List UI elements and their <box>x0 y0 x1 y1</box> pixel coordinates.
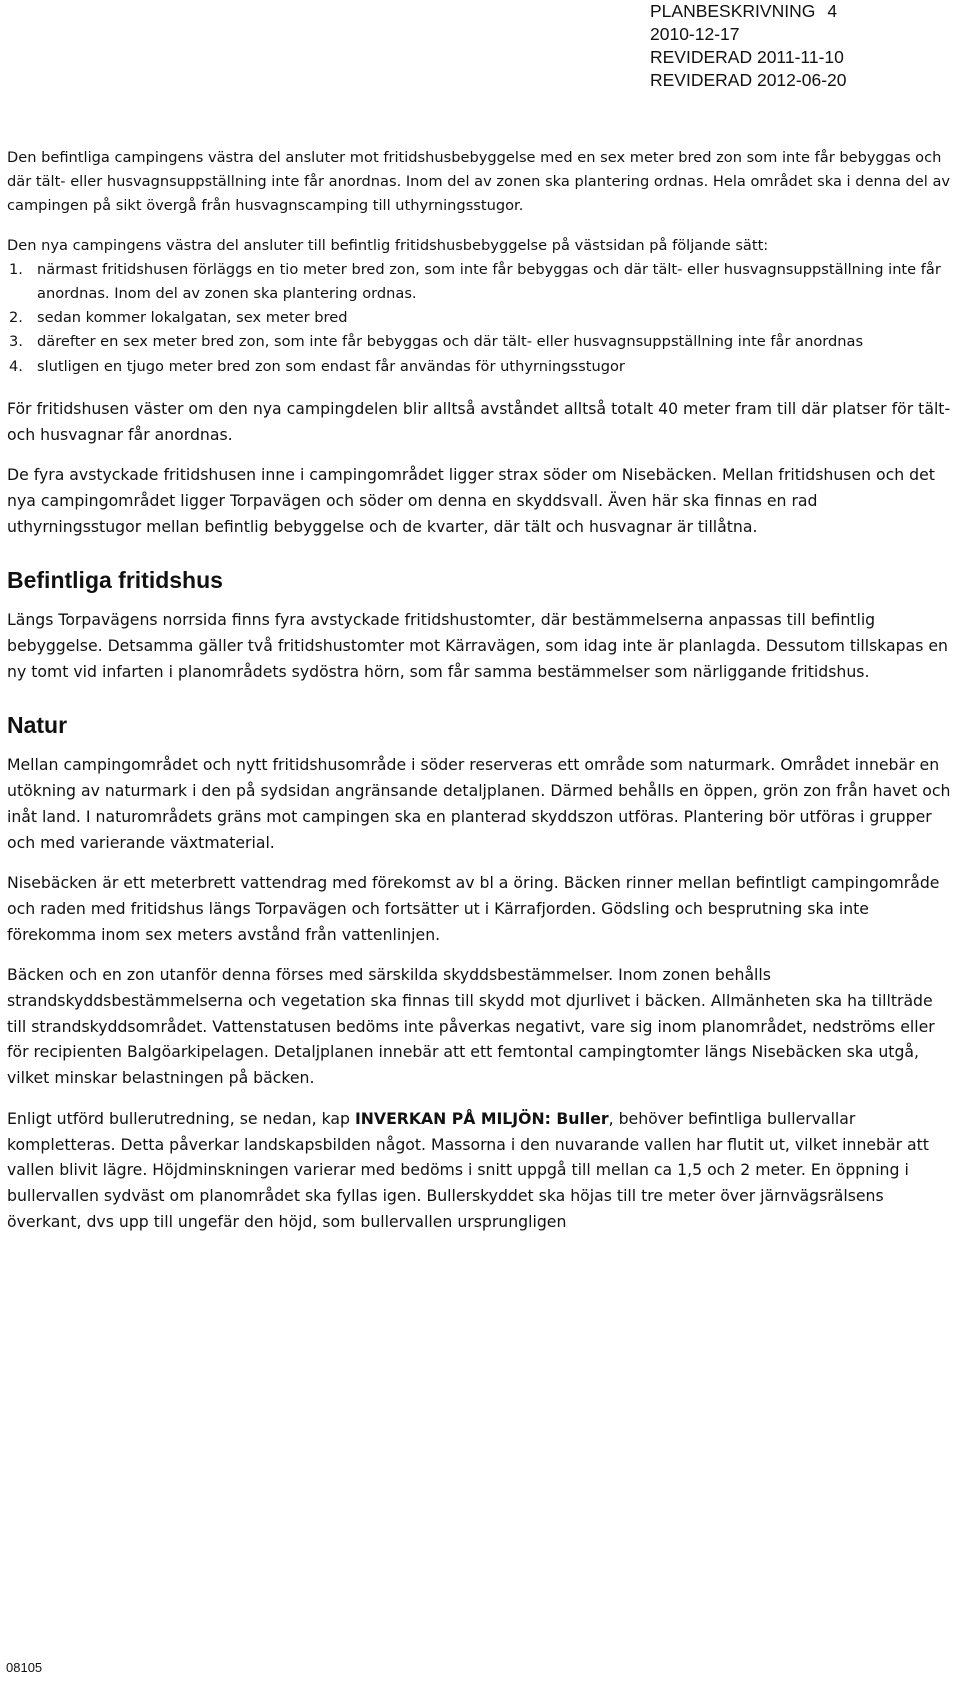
intro-paragraph-4: De fyra avstyckade fritidshusen inne i campingområdet ligger strax söder om Nisebäcken. Mellan fritidshusen och det nya campingområdet ligger Torpavägen och söder om denna en skyddsvall. Även här ska finnas en rad uthyrningsstugor mellan befintlig bebyggelse och de kvarter, där tält och husvagnar är tillåtna. <box>7 465 935 536</box>
section-heading-befintliga: Befintliga fritidshus <box>7 567 223 594</box>
list-item-text: närmast fritidshusen förläggs en tio meter bred zon, som inte får bebyggas och där tält- eller husvagnsuppställning inte får anordnas. Inom del av zonen ska plantering ordnas. <box>37 260 941 303</box>
list-item-text: sedan kommer lokalgatan, sex meter bred <box>37 309 348 327</box>
chapter-reference: INVERKAN PÅ MILJÖN: Buller <box>354 1108 609 1128</box>
intro-paragraph-2: Den nya campingens västra del ansluter till befintlig fritidshusbebyggelse på västsidan på följande sätt: <box>7 236 769 254</box>
natur-paragraph-4 <box>7 1106 955 1235</box>
list-item-text: slutligen en tjugo meter bred zon som endast får användas för uthyrningsstugor <box>37 357 625 375</box>
list-item <box>7 306 955 330</box>
list-item <box>7 258 955 306</box>
intro-paragraph-3: För fritidshusen väster om den nya campingdelen blir alltså avståndet alltså totalt 40 meter fram till där platser för tält- och husvagnar får anordnas. <box>7 398 951 444</box>
paragraph-text-end: , behöver befintliga bullervallar kompletteras. Detta påverkar landskapsbilden något. Massorna i den nuvarande vallen har flutit ut, vilket innebär att vallen blivit lägre. Höjdminskningen varierar med bedöms i snitt uppgå till mellan ca 1,5 och 2 meter. En öppning i bullervallen sydväst om planområdet ska fyllas igen. Bullerskyddet ska höjas till tre meter över järnvägsrälsens överkant, dvs upp till ungefär den höjd, som bullervallen ursprungligen <box>7 1108 929 1231</box>
list-item-number: 1. <box>9 260 23 278</box>
page-header <box>650 0 950 92</box>
intro-paragraph-1: Den befintliga campingens västra del ansluter mot fritidshusbebyggelse med en sex meter bred zon som inte får bebyggas och där tält- eller husvagnsuppställning inte får anordnas. Inom del av zonen ska plantering ordnas. Hela området ska i denna del av campingen på sikt övergå från husvagnscamping till uthyrningsstugor. <box>7 149 951 215</box>
natur-paragraph-2: Nisebäcken är ett meterbrett vattendrag med förekomst av bl a öring. Bäcken rinner mellan befintligt campingområde och raden med fritidshus längs Torpavägen och fortsätter ut i Kärrafjorden. Gödsling och besprutning ska inte förekomma inom sex meters avstånd från vattenlinjen. <box>7 873 940 944</box>
document-body <box>7 146 955 1249</box>
list-item-number: 2. <box>9 309 23 327</box>
revision-date-1: REVIDERAD 2011-11-10 <box>650 47 844 67</box>
footer-code: 08105 <box>6 1660 43 1675</box>
natur-paragraph-1: Mellan campingområdet och nytt fritidshusområde i söder reserveras ett område som naturmark. Området innebär en utökning av naturmark i den på sydsidan angränsande detaljplanen. Därmed behålls en öppen, grön zon från havet och inåt land. I naturområdets gräns mot campingen ska en planterad skyddszon utföras. Plantering bör utföras i grupper och med varierande växtmaterial. <box>7 755 951 852</box>
document-title: PLANBESKRIVNING <box>650 1 816 21</box>
header-title-line <box>650 0 950 23</box>
zone-list <box>7 258 955 379</box>
paragraph-text-start: Enligt utförd bullerutredning, se nedan, kap <box>7 1108 355 1128</box>
page-number: 4 <box>827 1 838 21</box>
list-item-text: därefter en sex meter bred zon, som inte får bebyggas och där tält- eller husvagnsuppställning inte får anordnas <box>37 333 864 351</box>
list-item-number: 4. <box>9 357 23 375</box>
befintliga-paragraph: Längs Torpavägens norrsida finns fyra avstyckade fritidshustomter, där bestämmelserna anpassas till befintlig bebyggelse. Detsamma gäller två fritidshustomter mot Kärravägen, som idag inte är planlagda. Dessutom tillskapas en ny tomt vid infarten i planområdets sydöstra hörn, som får samma bestämmelser som närliggande fritidshus. <box>7 610 948 681</box>
document-date: 2010-12-17 <box>650 24 740 44</box>
list-item-number: 3. <box>9 333 23 351</box>
list-item <box>7 355 955 379</box>
list-item <box>7 330 955 354</box>
section-heading-natur: Natur <box>7 712 68 739</box>
revision-date-2: REVIDERAD 2012-06-20 <box>650 70 847 90</box>
natur-paragraph-3: Bäcken och en zon utanför denna förses med särskilda skyddsbestämmelser. Inom zonen behålls strandskyddsbestämmelserna och vegetation ska finnas till skydd mot djurlivet i bäcken. Allmänheten ska ha tillträde till strandskyddsområdet. Vattenstatusen bedöms inte påverkas negativt, vare sig inom planområdet, nedströms eller för recipienten Balgöarkipelagen. Detaljplanen innebär att ett femtontal campingtomter längs Nisebäcken ska utgå, vilket minskar belastningen på bäcken. <box>7 965 935 1088</box>
